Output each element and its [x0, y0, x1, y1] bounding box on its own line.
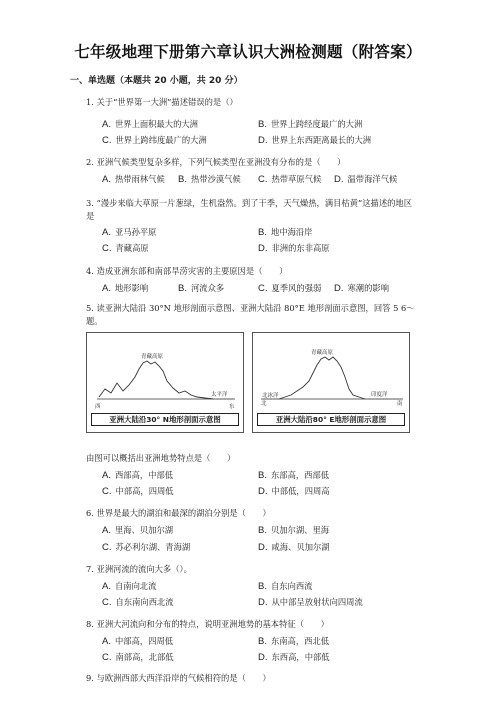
option[interactable]: A. 中部高，四周低	[102, 636, 174, 647]
profile-figure-80e	[252, 332, 410, 433]
question-stem: 8. 亚洲大河流向和分布的特点，说明亚洲地势的基本特征（ ）	[86, 619, 329, 629]
option[interactable]: D. 咸海、贝加尔湖	[258, 542, 330, 553]
question-stem: 5. 读亚洲大陆沿 30°N 地形剖面示意图、亚洲大陆沿 80°E 地形剖面示意图，回答 5 6～题。	[86, 303, 415, 326]
question-stem: 3. “漫步来临大草原一片葱绿，生机盎然。到了干季，天气燥热，满目枯黄”这描述的地区是	[86, 198, 413, 221]
question-stem: 4. 造成亚洲东部和南部旱涝灾害的主要原因是（ ）	[86, 266, 288, 276]
profile-figure-30n	[86, 332, 244, 433]
option[interactable]: B. 世界上跨经度最广的大洲	[258, 119, 363, 130]
question-stem: 7. 亚洲河流的流向大多（）。	[86, 564, 192, 574]
figure-caption: 亚洲大陆沿80° E地形剖面示意图	[257, 413, 405, 426]
option[interactable]: D. 从中部呈放射状向四周流	[258, 597, 363, 608]
option[interactable]: C. 夏季风的强弱	[258, 283, 322, 294]
east-label: 东	[229, 404, 235, 410]
option[interactable]: C. 世界上跨纬度最广的大洲	[102, 135, 207, 146]
pacific-label: 太平洋	[211, 392, 228, 398]
option[interactable]: A. 亚马孙平原	[102, 227, 157, 238]
option[interactable]: D. 中部低，四周高	[258, 486, 330, 497]
option[interactable]: B. 地中海沿岸	[258, 227, 313, 238]
page-title: 七年级地理下册第六章认识大洲检测题（附答案）	[74, 43, 422, 61]
option[interactable]: D. 世界上东西距离最长的大洲	[258, 135, 372, 146]
arctic-ocean-label: 北冰洋	[262, 393, 279, 399]
option[interactable]: A. 地形影响	[102, 283, 149, 294]
option[interactable]: C. 自东南向西北流	[102, 597, 174, 608]
option[interactable]: D. 东西高，中部低	[258, 652, 330, 663]
question-stem: 1. 关于“世界第一大洲”描述错误的是（）	[86, 97, 238, 107]
question-stem: 由图可以概括出亚洲地势特点是（ ）	[86, 453, 236, 463]
option[interactable]: B. 热带沙漠气候	[178, 174, 241, 185]
option[interactable]: B. 东部高，西部低	[258, 470, 330, 481]
north-label: 北	[261, 401, 267, 407]
option[interactable]: C. 热带草原气候	[258, 174, 322, 185]
peak-label: 青藏高原	[141, 354, 164, 360]
option[interactable]: C. 苏必利尔湖、青海湖	[102, 542, 191, 553]
option[interactable]: A. 热带雨林气候	[102, 174, 165, 185]
option[interactable]: B. 自东向西流	[258, 581, 313, 592]
option[interactable]: A. 里海、贝加尔湖	[102, 525, 174, 536]
option[interactable]: B. 东南高，西北低	[258, 636, 330, 647]
option[interactable]: B. 贝加尔湖、里海	[258, 525, 330, 536]
option[interactable]: A. 世界上面积最大的大洲	[102, 119, 198, 130]
option[interactable]: D. 温带海洋气候	[334, 174, 398, 185]
question-stem: 9. 与欧洲西部大西洋沿岸的气候相符的是（ ）	[86, 673, 271, 683]
option[interactable]: B. 河流众多	[178, 283, 225, 294]
question-stem: 6. 世界是最大的湖泊和最深的湖泊分别是（ ）	[86, 508, 271, 518]
option[interactable]: A. 自南向北流	[102, 581, 157, 592]
figure-caption: 亚洲大陆沿30° N地形剖面示意图	[91, 413, 239, 426]
profile-figures	[86, 332, 410, 433]
option[interactable]: D. 寒潮的影响	[334, 283, 389, 294]
indian-ocean-label: 印度洋	[371, 392, 388, 398]
option[interactable]: C. 南部高，北部低	[102, 652, 174, 663]
south-label: 南	[397, 401, 403, 407]
option[interactable]: C. 中部高，四周低	[102, 486, 174, 497]
option[interactable]: A. 西部高，中部低	[102, 470, 174, 481]
section-heading: 一、单选题（本题共 20 小题，共 20 分）	[70, 76, 243, 86]
peak-label: 青藏高原	[311, 350, 334, 356]
option[interactable]: D. 非洲的东非高原	[258, 243, 330, 254]
option[interactable]: C. 青藏高原	[102, 243, 149, 254]
question-stem: 2. 亚洲气候类型复杂多样，下列气候类型在亚洲没有分布的是（ ）	[86, 157, 346, 167]
west-label: 西	[95, 404, 101, 410]
